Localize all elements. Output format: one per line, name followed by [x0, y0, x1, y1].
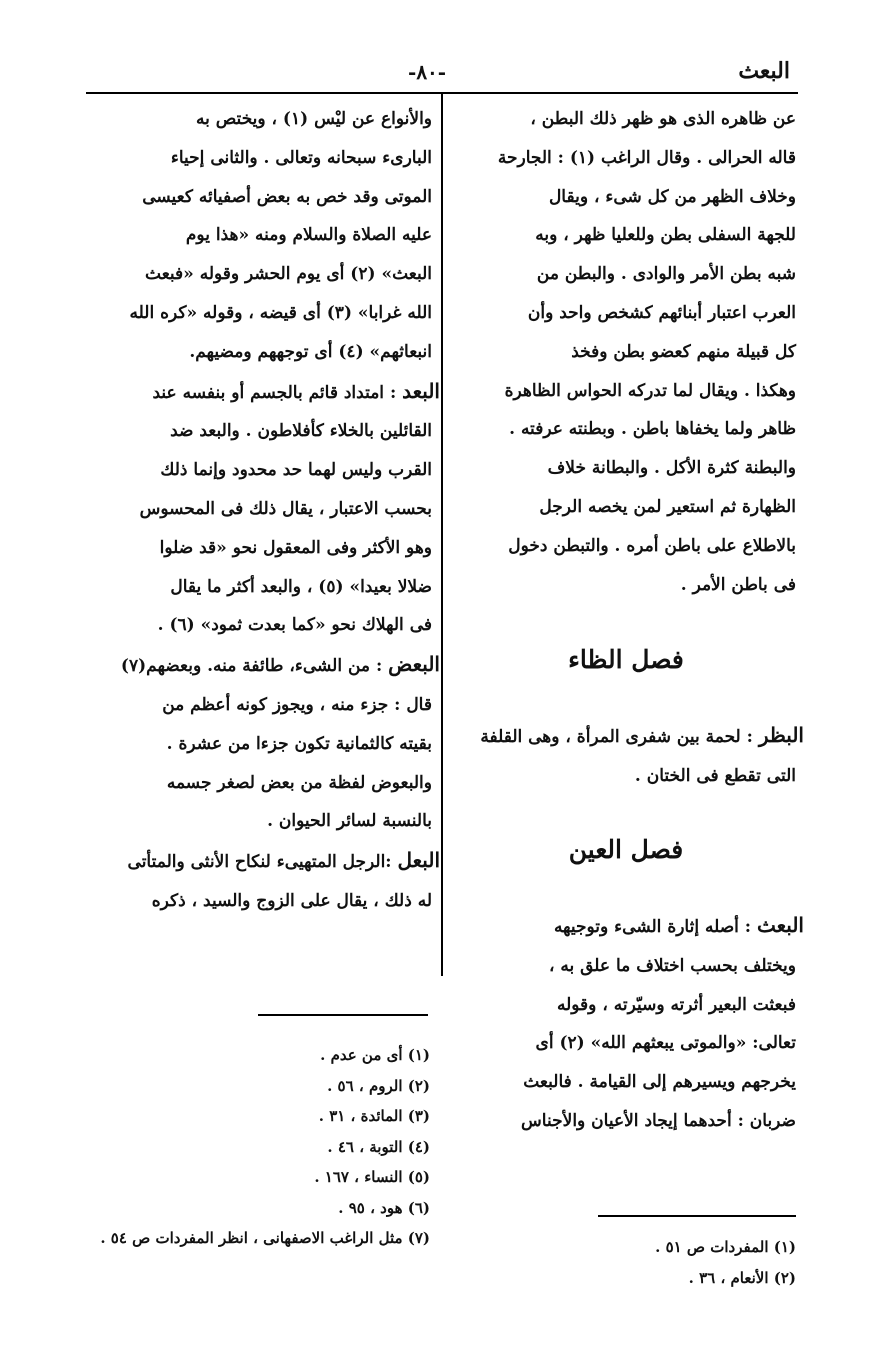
text-line: فى الهلاك نحو «كما بعدت ثمود» (٦) .: [157, 615, 432, 636]
text-line: والأنواع عن ليْس (١) ، ويختص به: [195, 109, 432, 129]
footnote: (٦) هود ، ٩٥ .: [338, 1198, 430, 1217]
footnote: (١) أى من عدم .: [320, 1046, 430, 1064]
footnote: (١) المفردات ص ٥١ .: [655, 1238, 796, 1256]
text-line: القائلين بالخلاء كأفلاطون . والبعد ضد: [170, 421, 432, 442]
text-line: وخلاف الظهر من كل شىء ، ويقال: [548, 186, 796, 207]
text-line: ظاهر ولما يخفاها باطن . وبطنته عرفته .: [509, 419, 796, 440]
text-line: شبه بطن الأمر والوادى . والبطن من: [536, 264, 796, 285]
text-line: بالاطلاع على باطن أمره . والتبطن دخول: [508, 535, 796, 556]
footnote: (٧) مثل الراغب الاصفهانى ، انظر المفردات ص ٥٤ .: [100, 1229, 430, 1247]
text-line: : لحمة بين شفرى المرأة ، وهى القلفة: [480, 727, 753, 748]
text-line: انبعاثهم» (٤) أى توجههم ومضيهم.: [189, 341, 432, 362]
text-line: قال : جزء منه ، ويجوز كونه أعظم من: [162, 694, 432, 715]
text-line: والبطنة كثرة الأكل . والبطانة خلاف: [547, 458, 796, 479]
text-line: للجهة السفلى بطن وللعليا ظهر ، وبه: [535, 225, 796, 246]
column-divider: [441, 94, 443, 976]
text-line: ضربان : أحدهما إيجاد الأعيان والأجناس: [521, 1110, 796, 1131]
text-line: يخرجهم ويسيرهم إلى القيامة . فالبعث: [523, 1072, 796, 1093]
footnote: (٢) الأنعام ، ٣٦ .: [688, 1269, 796, 1287]
text-line: بقيته كالثمانية تكون جزءا من عشرة .: [166, 733, 432, 754]
text-line: :الرجل المتهيىء لنكاح الأنثى والمتأتى: [127, 852, 392, 873]
text-line: كل قبيلة منهم كعضو بطن وفخذ: [571, 341, 796, 362]
footnote: (٥) النساء ، ١٦٧ .: [314, 1168, 430, 1186]
entry-headword: البعض: [388, 652, 440, 677]
text-line: والبعوض لفظة من بعض لصغر جسمه: [166, 772, 432, 793]
right-column: [456, 100, 804, 1141]
text-line: وهو الأكثر وفى المعقول نحو «قد ضلوا: [159, 537, 432, 558]
footnote-rule-right: [598, 1215, 796, 1217]
section-title-zaa: فصل الظاء: [568, 645, 684, 675]
text-line: الظهارة ثم استعير لمن يخصه الرجل: [539, 496, 796, 517]
text-line: التى تقطع فى الختان .: [634, 766, 796, 787]
text-line: الموتى وقد خص به بعض أصفيائه كعيسى: [142, 186, 432, 207]
footnote-rule-left: [258, 1014, 428, 1016]
text-line: الله غرابا» (٣) أى قيضه ، وقوله «كره الله: [129, 302, 432, 323]
entry-headword: البعد: [402, 378, 440, 403]
text-line: فبعثت البعير أثرته وسيّرته ، وقوله: [556, 994, 796, 1015]
text-line: قاله الحرالى . وقال الراغب (١) : الجارحة: [497, 147, 796, 168]
text-line: ضلالا بعيدا» (٥) ، والبعد أكثر ما يقال: [170, 576, 432, 597]
entry-headword: البظر: [758, 723, 804, 748]
text-line: له ذلك ، يقال على الزوج والسيد ، ذكره: [151, 890, 432, 911]
text-line: : أصله إثارة الشىء وتوجيهه: [553, 916, 752, 937]
entry-headword: البعل: [397, 848, 440, 873]
left-column: [86, 100, 440, 921]
text-line: البعث» (٢) أى يوم الحشر وقوله «فبعث: [145, 264, 432, 285]
text-line: عن ظاهره الذى هو ظهر ذلك البطن ،: [530, 109, 796, 129]
footnotes-left: [90, 1040, 430, 1254]
footnotes-right: [576, 1232, 796, 1294]
text-line: : من الشىء، طائفة منه. وبعضهم(٧): [120, 656, 383, 677]
entry-ba3l: [86, 841, 440, 882]
text-line: بالنسبة لسائر الحيوان .: [267, 811, 432, 832]
footnote: (٣) المائدة ، ٣١ .: [318, 1107, 430, 1125]
text-line: العرب اعتبار أبنائهم كشخص واحد وأن: [527, 302, 796, 323]
footnote: (٢) الروم ، ٥٦ .: [327, 1076, 430, 1095]
text-line: عليه الصلاة والسلام ومنه «هذا يوم: [185, 225, 432, 246]
entry-ba3d: [86, 645, 440, 686]
text-line: : امتداد قائم بالجسم أو بنفسه عند: [152, 382, 397, 403]
entry-headword: البعث: [757, 912, 804, 937]
entry-bazr: [456, 716, 804, 757]
text-line: البارىء سبحانه وتعالى . والثانى إحياء: [170, 147, 432, 168]
text-line: ويختلف بحسب اختلاف ما علق به ،: [548, 955, 796, 976]
entry-baath: [456, 906, 804, 947]
text-line: بحسب الاعتبار ، يقال ذلك فى المحسوس: [139, 498, 432, 519]
entry-bu3d: [86, 372, 440, 413]
page-header: [86, 54, 798, 94]
section-title-ayn: فصل العين: [568, 834, 684, 864]
text-line: القرب وليس لهما حد محدود وإنما ذلك: [160, 460, 432, 481]
text-line: فى باطن الأمر .: [680, 574, 796, 595]
text-line: تعالى: «والموتى يبعثهم الله» (٢) أى: [535, 1033, 796, 1054]
text-line: وهكذا . ويقال لما تدركه الحواس الظاهرة: [504, 380, 796, 401]
footnote: (٤) التوبة ، ٤٦ .: [327, 1137, 430, 1156]
page-number: -٨٠-: [408, 60, 447, 84]
running-title: البعث: [738, 58, 790, 84]
